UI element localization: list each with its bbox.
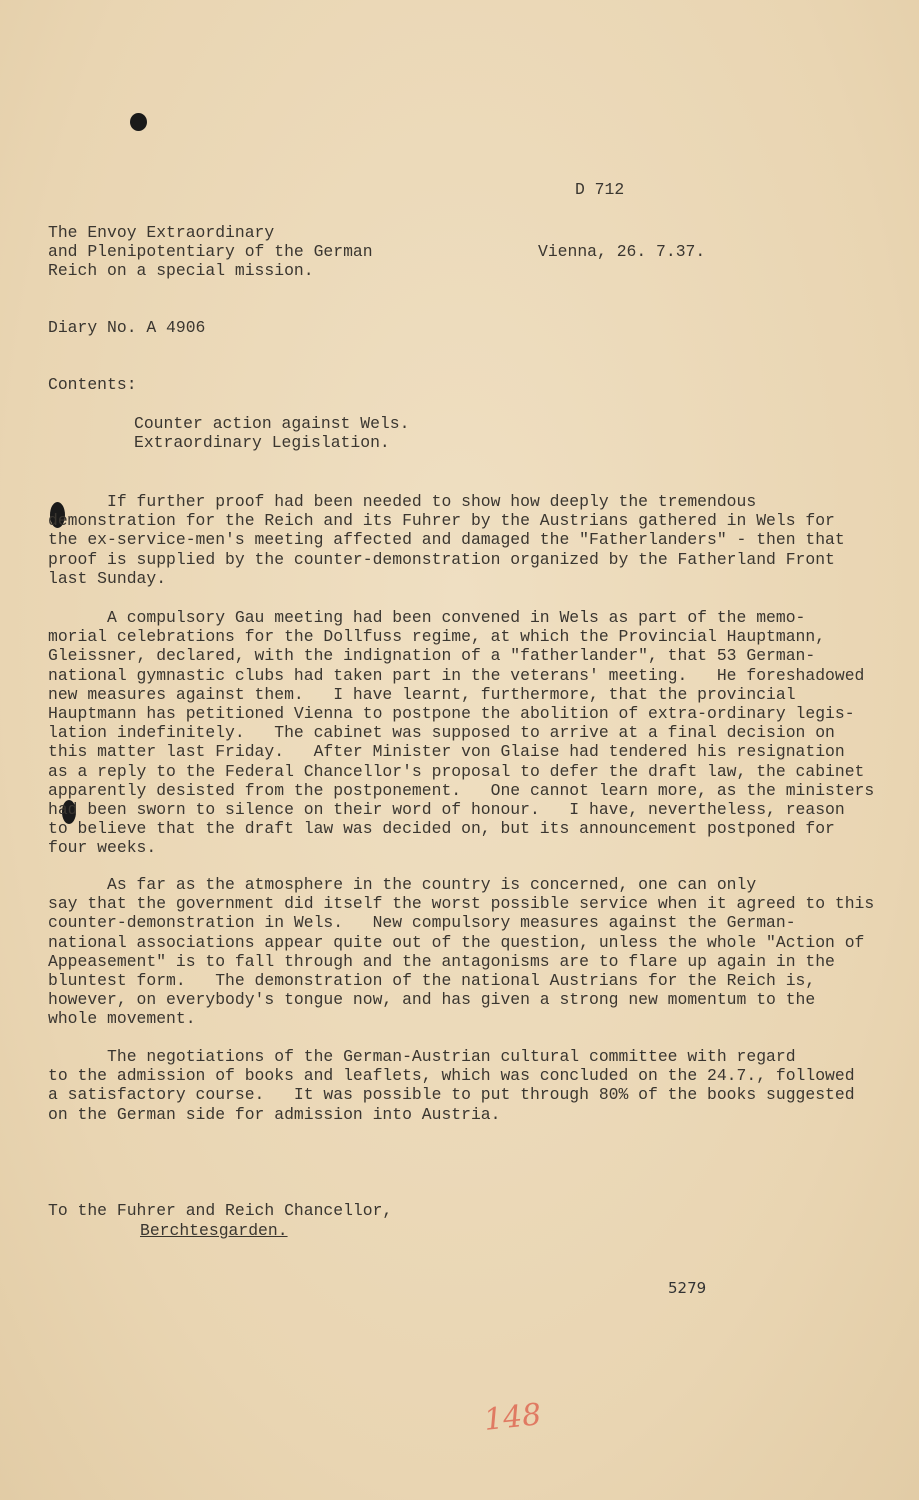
text-line: national associations appear quite out of the question, unless the whole "Action of: [48, 932, 865, 952]
text-line: say that the government did itself the worst possible service when it agreed to this: [48, 894, 875, 914]
punch-hole-mark: [130, 113, 147, 131]
text-line: If further proof had been needed to show how deeply the tremendous: [48, 492, 757, 511]
text-line: on the German side for admission into Austria.: [48, 1104, 501, 1124]
text-line: Hauptmann has petitioned Vienna to postpone the abolition of extra-ordinary legis-: [48, 703, 855, 723]
text-line: Appeasement" is to fall through and the antagonisms are to flare up again in the: [48, 951, 835, 971]
text-line: As far as the atmosphere in the country is concerned, one can only: [48, 875, 757, 894]
paragraph-3: [48, 875, 874, 1029]
addressee-place: Berchtesgarden.: [140, 1221, 288, 1240]
place-date: Vienna, 26. 7.37.: [538, 242, 706, 261]
subject-list: [134, 414, 409, 452]
text-line: demonstration for the Reich and its Fuhrer by the Austrians gathered in Wels for: [48, 511, 835, 531]
text-line: lation indefinitely. The cabinet was supposed to arrive at a final decision on: [48, 723, 835, 743]
text-line: the ex-service-men's meeting affected and damaged the "Fatherlanders" - then that: [48, 530, 845, 550]
handwritten-folio: 148: [482, 1397, 543, 1438]
paragraph-4: [48, 1047, 855, 1124]
text-line: counter-demonstration in Wels. New compulsory measures against the German-: [48, 913, 796, 933]
subject-line: Extraordinary Legislation.: [134, 433, 390, 453]
addressee: To the Fuhrer and Reich Chancellor,: [48, 1201, 393, 1220]
text-line: A compulsory Gau meeting had been convened in Wels as part of the memo-: [48, 608, 806, 627]
sender-block: [48, 223, 373, 281]
subject-line: Counter action against Wels.: [134, 414, 410, 433]
text-line: The negotiations of the German-Austrian cultural committee with regard: [48, 1047, 796, 1066]
contents-label: Contents:: [48, 375, 137, 394]
sender-line: Reich on a special mission.: [48, 261, 314, 281]
text-line: as a reply to the Federal Chancellor's proposal to defer the draft law, the cabinet: [48, 761, 865, 781]
text-line: this matter last Friday. After Minister von Glaise had tendered his resignation: [48, 742, 845, 762]
paragraph-2: [48, 608, 874, 857]
paragraph-1: [48, 492, 845, 588]
page-stamp: 5279: [668, 1279, 707, 1297]
text-line: bluntest form. The demonstration of the national Austrians for the Reich is,: [48, 970, 816, 990]
sender-line: The Envoy Extraordinary: [48, 223, 275, 242]
text-line: new measures against them. I have learnt, furthermore, that the provincial: [48, 684, 796, 704]
text-line: to the admission of books and leaflets, which was concluded on the 24.7., followed: [48, 1066, 855, 1086]
text-line: four weeks.: [48, 838, 157, 858]
text-line: Gleissner, declared, with the indignation of a "fatherlander", that 53 German-: [48, 646, 816, 666]
text-line: apparently desisted from the postponement. One cannot learn more, as the ministers: [48, 780, 875, 800]
text-line: proof is supplied by the counter-demonstration organized by the Fatherland Front: [48, 549, 835, 569]
text-line: however, on everybody's tongue now, and has given a strong new momentum to the: [48, 990, 816, 1010]
diary-number: Diary No. A 4906: [48, 318, 206, 337]
sender-line: and Plenipotentiary of the German: [48, 242, 373, 262]
text-line: a satisfactory course. It was possible to put through 80% of the books suggested: [48, 1085, 855, 1105]
text-line: last Sunday.: [48, 568, 167, 588]
text-line: to believe that the draft law was decided on, but its announcement postponed for: [48, 819, 835, 839]
text-line: national gymnastic clubs had taken part in the veterans' meeting. He foreshadowed: [48, 665, 865, 685]
text-line: whole movement.: [48, 1009, 196, 1029]
reference-number: D 712: [575, 180, 625, 199]
text-line: morial celebrations for the Dollfuss regime, at which the Provincial Hauptmann,: [48, 627, 826, 647]
text-line: had been sworn to silence on their word of honour. I have, nevertheless, reason: [48, 799, 845, 819]
